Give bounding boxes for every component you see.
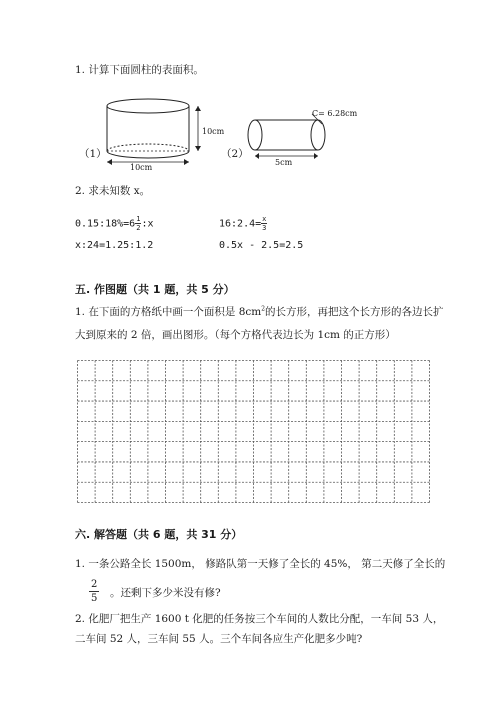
sec6-q1-fraction <box>89 578 99 605</box>
sec6-q1-frac-num: 2 <box>91 579 98 590</box>
fig2-length: 5cm <box>275 158 293 167</box>
eq2-fraction <box>261 215 267 232</box>
q1-title: 1. 计算下面圆柱的表面积。 <box>75 64 204 76</box>
section-5-heading: 五. 作图题（共 1 题，共 5 分） <box>75 283 235 296</box>
fig1-height: 10cm <box>202 127 225 136</box>
sec6-q1-line2: 。还剩下多少米没有修? <box>110 587 221 599</box>
cylinder-figure-2 <box>240 110 335 165</box>
eq2-prefix: 16:2.4= <box>219 218 262 230</box>
sec5-q1-sup: 2 <box>261 305 266 313</box>
sec5-q1-line2: 大到原来的 2 倍，画出图形。（每个方格代表边长为 1cm 的正方形） <box>75 329 396 341</box>
eq1-frac-num: 1 <box>136 215 141 223</box>
fig2-circumference: C= 6.28cm <box>312 109 358 118</box>
sec6-q1-line1: 1. 一条公路全长 1500m， 修路队第一天修了全长的 45%， 第二天修了全长的 <box>75 558 446 570</box>
equation-1 <box>75 215 153 232</box>
sec5-q1-line1-b: 的长方形，再把这个长方形的各边长扩 <box>265 306 444 318</box>
q2-title: 2. 求未知数 x。 <box>75 185 151 197</box>
fig1-label: （1） <box>79 148 107 160</box>
eq1-frac-den: 2 <box>136 224 141 232</box>
eq2-frac-num: x <box>262 215 267 223</box>
fig2-label: （2） <box>221 148 249 160</box>
eq1-prefix: 0.15:18%=6 <box>75 218 136 230</box>
equation-4: 0.5x - 2.5=2.5 <box>219 240 304 251</box>
sec6-q1-frac-den: 5 <box>91 593 98 604</box>
equation-2 <box>219 215 267 232</box>
sec6-q2-line2: 二车间 52 人，三车间 55 人。三个车间各应生产化肥多少吨? <box>75 633 363 645</box>
equation-3: x:24=1.25:1.2 <box>75 240 154 251</box>
sec6-q2-line1: 2. 化肥厂把生产 1600 t 化肥的任务按三个车间的人数比分配，一车间 53 人， <box>75 613 444 625</box>
square-grid[interactable] <box>77 360 430 503</box>
sec5-q1-line1-a: 1. 在下面的方格纸中画一个面积是 8cm <box>75 306 262 318</box>
sec5-q1-line1 <box>75 304 444 319</box>
section-6-heading: 六. 解答题（共 6 题，共 31 分） <box>75 528 243 541</box>
fig1-width: 10cm <box>130 163 153 172</box>
eq1-suffix: :x <box>141 218 154 230</box>
eq2-frac-den: 3 <box>262 224 267 232</box>
